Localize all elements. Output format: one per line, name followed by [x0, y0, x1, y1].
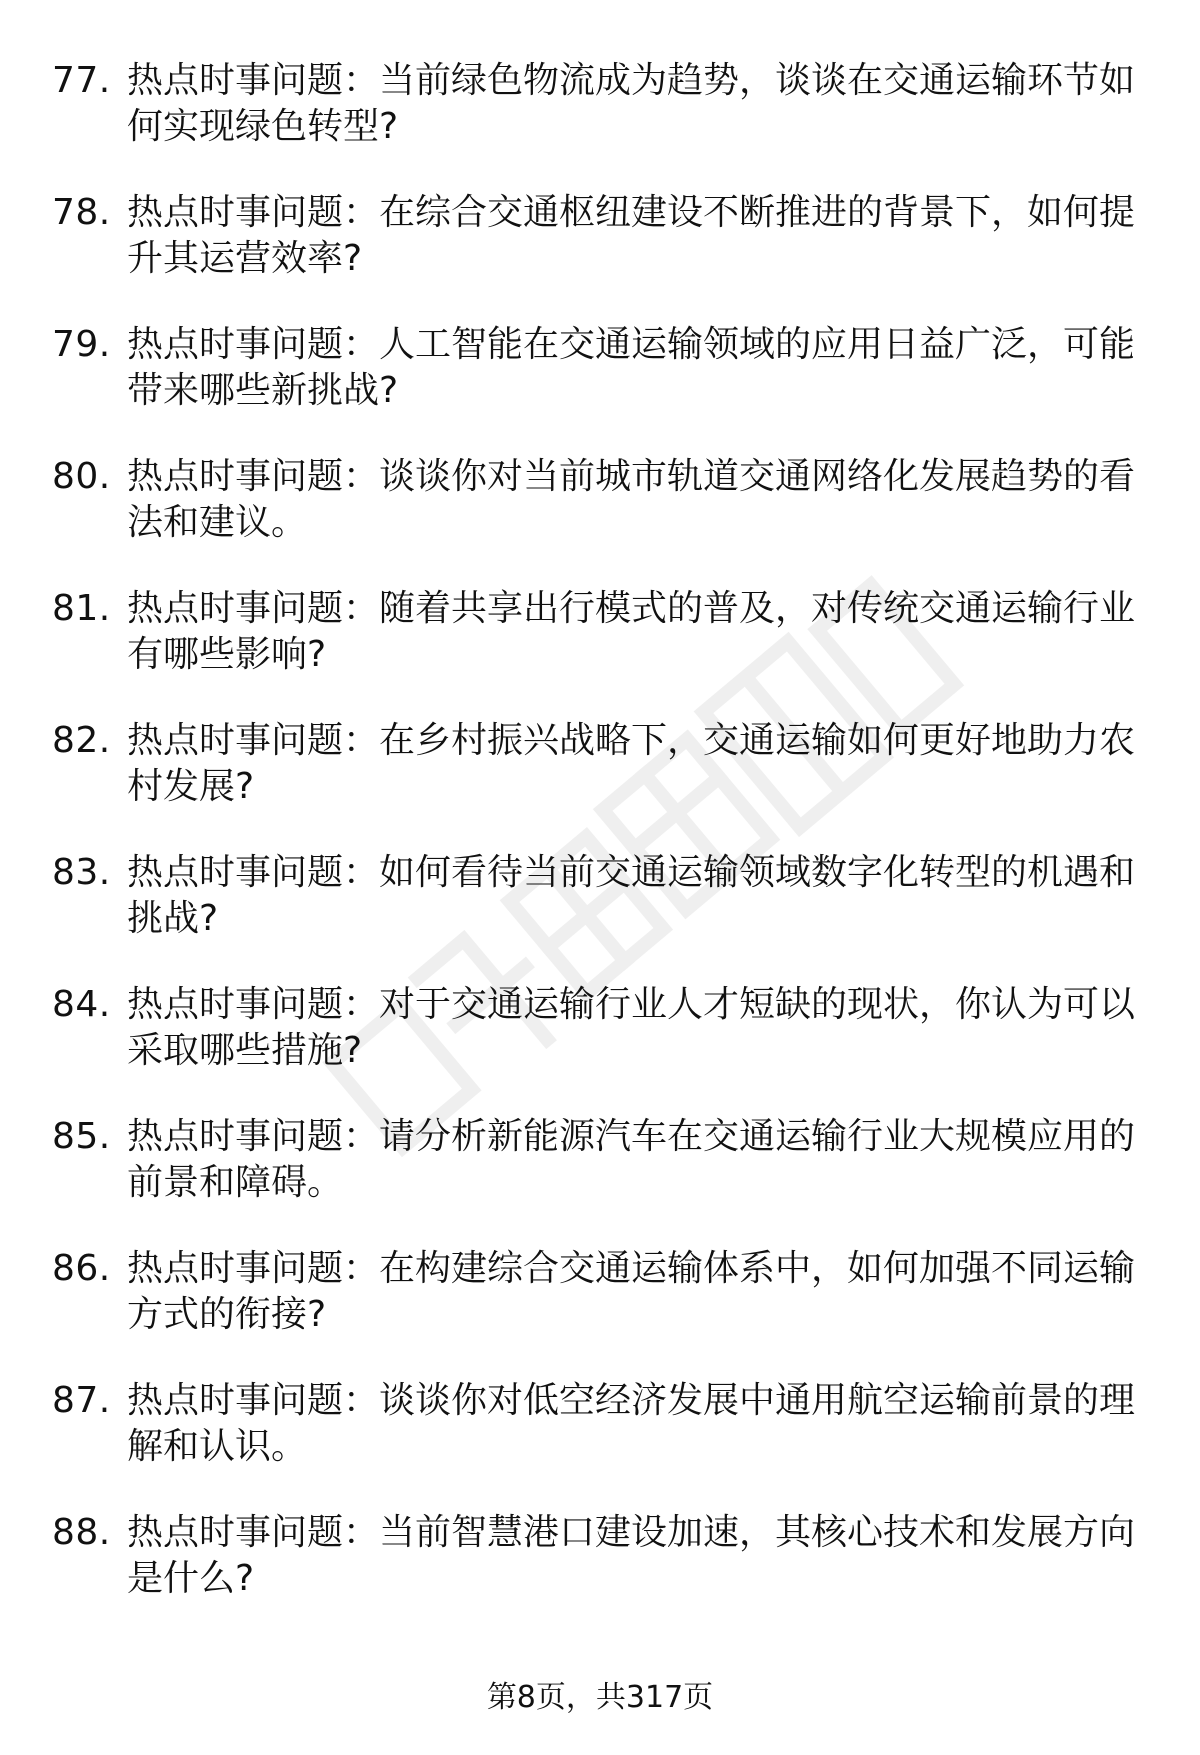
- question-text: 热点时事问题：如何看待当前交通运输领域数字化转型的机遇和挑战?: [127, 852, 1136, 939]
- list-item: [0, 454, 1200, 586]
- question-number: 77.: [52, 60, 111, 101]
- question-number: 88.: [52, 1512, 111, 1553]
- question-text: 热点时事问题：人工智能在交通运输领域的应用日益广泛，可能带来哪些新挑战?: [127, 324, 1136, 411]
- question-text: 热点时事问题：随着共享出行模式的普及，对传统交通运输行业有哪些影响?: [127, 588, 1136, 675]
- question-text: 热点时事问题：在乡村振兴战略下，交通运输如何更好地助力农村发展?: [127, 720, 1136, 807]
- question-number: 81.: [52, 588, 111, 629]
- list-item: [0, 1378, 1200, 1510]
- question-number: 79.: [52, 324, 111, 365]
- question-text: 热点时事问题：谈谈你对当前城市轨道交通网络化发展趋势的看法和建议。: [127, 456, 1136, 543]
- question-number: 87.: [52, 1380, 111, 1421]
- question-number: 82.: [52, 720, 111, 761]
- question-text: 热点时事问题：当前智慧港口建设加速，其核心技术和发展方向是什么?: [127, 1512, 1136, 1599]
- list-item: [0, 850, 1200, 982]
- list-item: [0, 1246, 1200, 1378]
- question-number: 83.: [52, 852, 111, 893]
- list-item: [0, 586, 1200, 718]
- list-item: [0, 190, 1200, 322]
- page-number-footer: 第8页，共317页: [486, 1680, 714, 1715]
- list-item: [0, 1510, 1200, 1642]
- question-text: 热点时事问题：对于交通运输行业人才短缺的现状，你认为可以采取哪些措施?: [127, 984, 1136, 1071]
- question-text: 热点时事问题：请分析新能源汽车在交通运输行业大规模应用的前景和障碍。: [127, 1116, 1136, 1203]
- question-number: 86.: [52, 1248, 111, 1289]
- list-item: [0, 322, 1200, 454]
- list-item: [0, 58, 1200, 190]
- list-item: [0, 1114, 1200, 1246]
- list-item: [0, 718, 1200, 850]
- question-number: 85.: [52, 1116, 111, 1157]
- question-number: 84.: [52, 984, 111, 1025]
- question-text: 热点时事问题：谈谈你对低空经济发展中通用航空运输前景的理解和认识。: [127, 1380, 1136, 1467]
- question-text: 热点时事问题：在综合交通枢纽建设不断推进的背景下，如何提升其运营效率?: [127, 192, 1136, 279]
- list-item: [0, 982, 1200, 1114]
- question-list: [0, 58, 1200, 1642]
- question-number: 78.: [52, 192, 111, 233]
- question-number: 80.: [52, 456, 111, 497]
- question-text: 热点时事问题：当前绿色物流成为趋势，谈谈在交通运输环节如何实现绿色转型?: [127, 60, 1136, 147]
- question-text: 热点时事问题：在构建综合交通运输体系中，如何加强不同运输方式的衔接?: [127, 1248, 1136, 1335]
